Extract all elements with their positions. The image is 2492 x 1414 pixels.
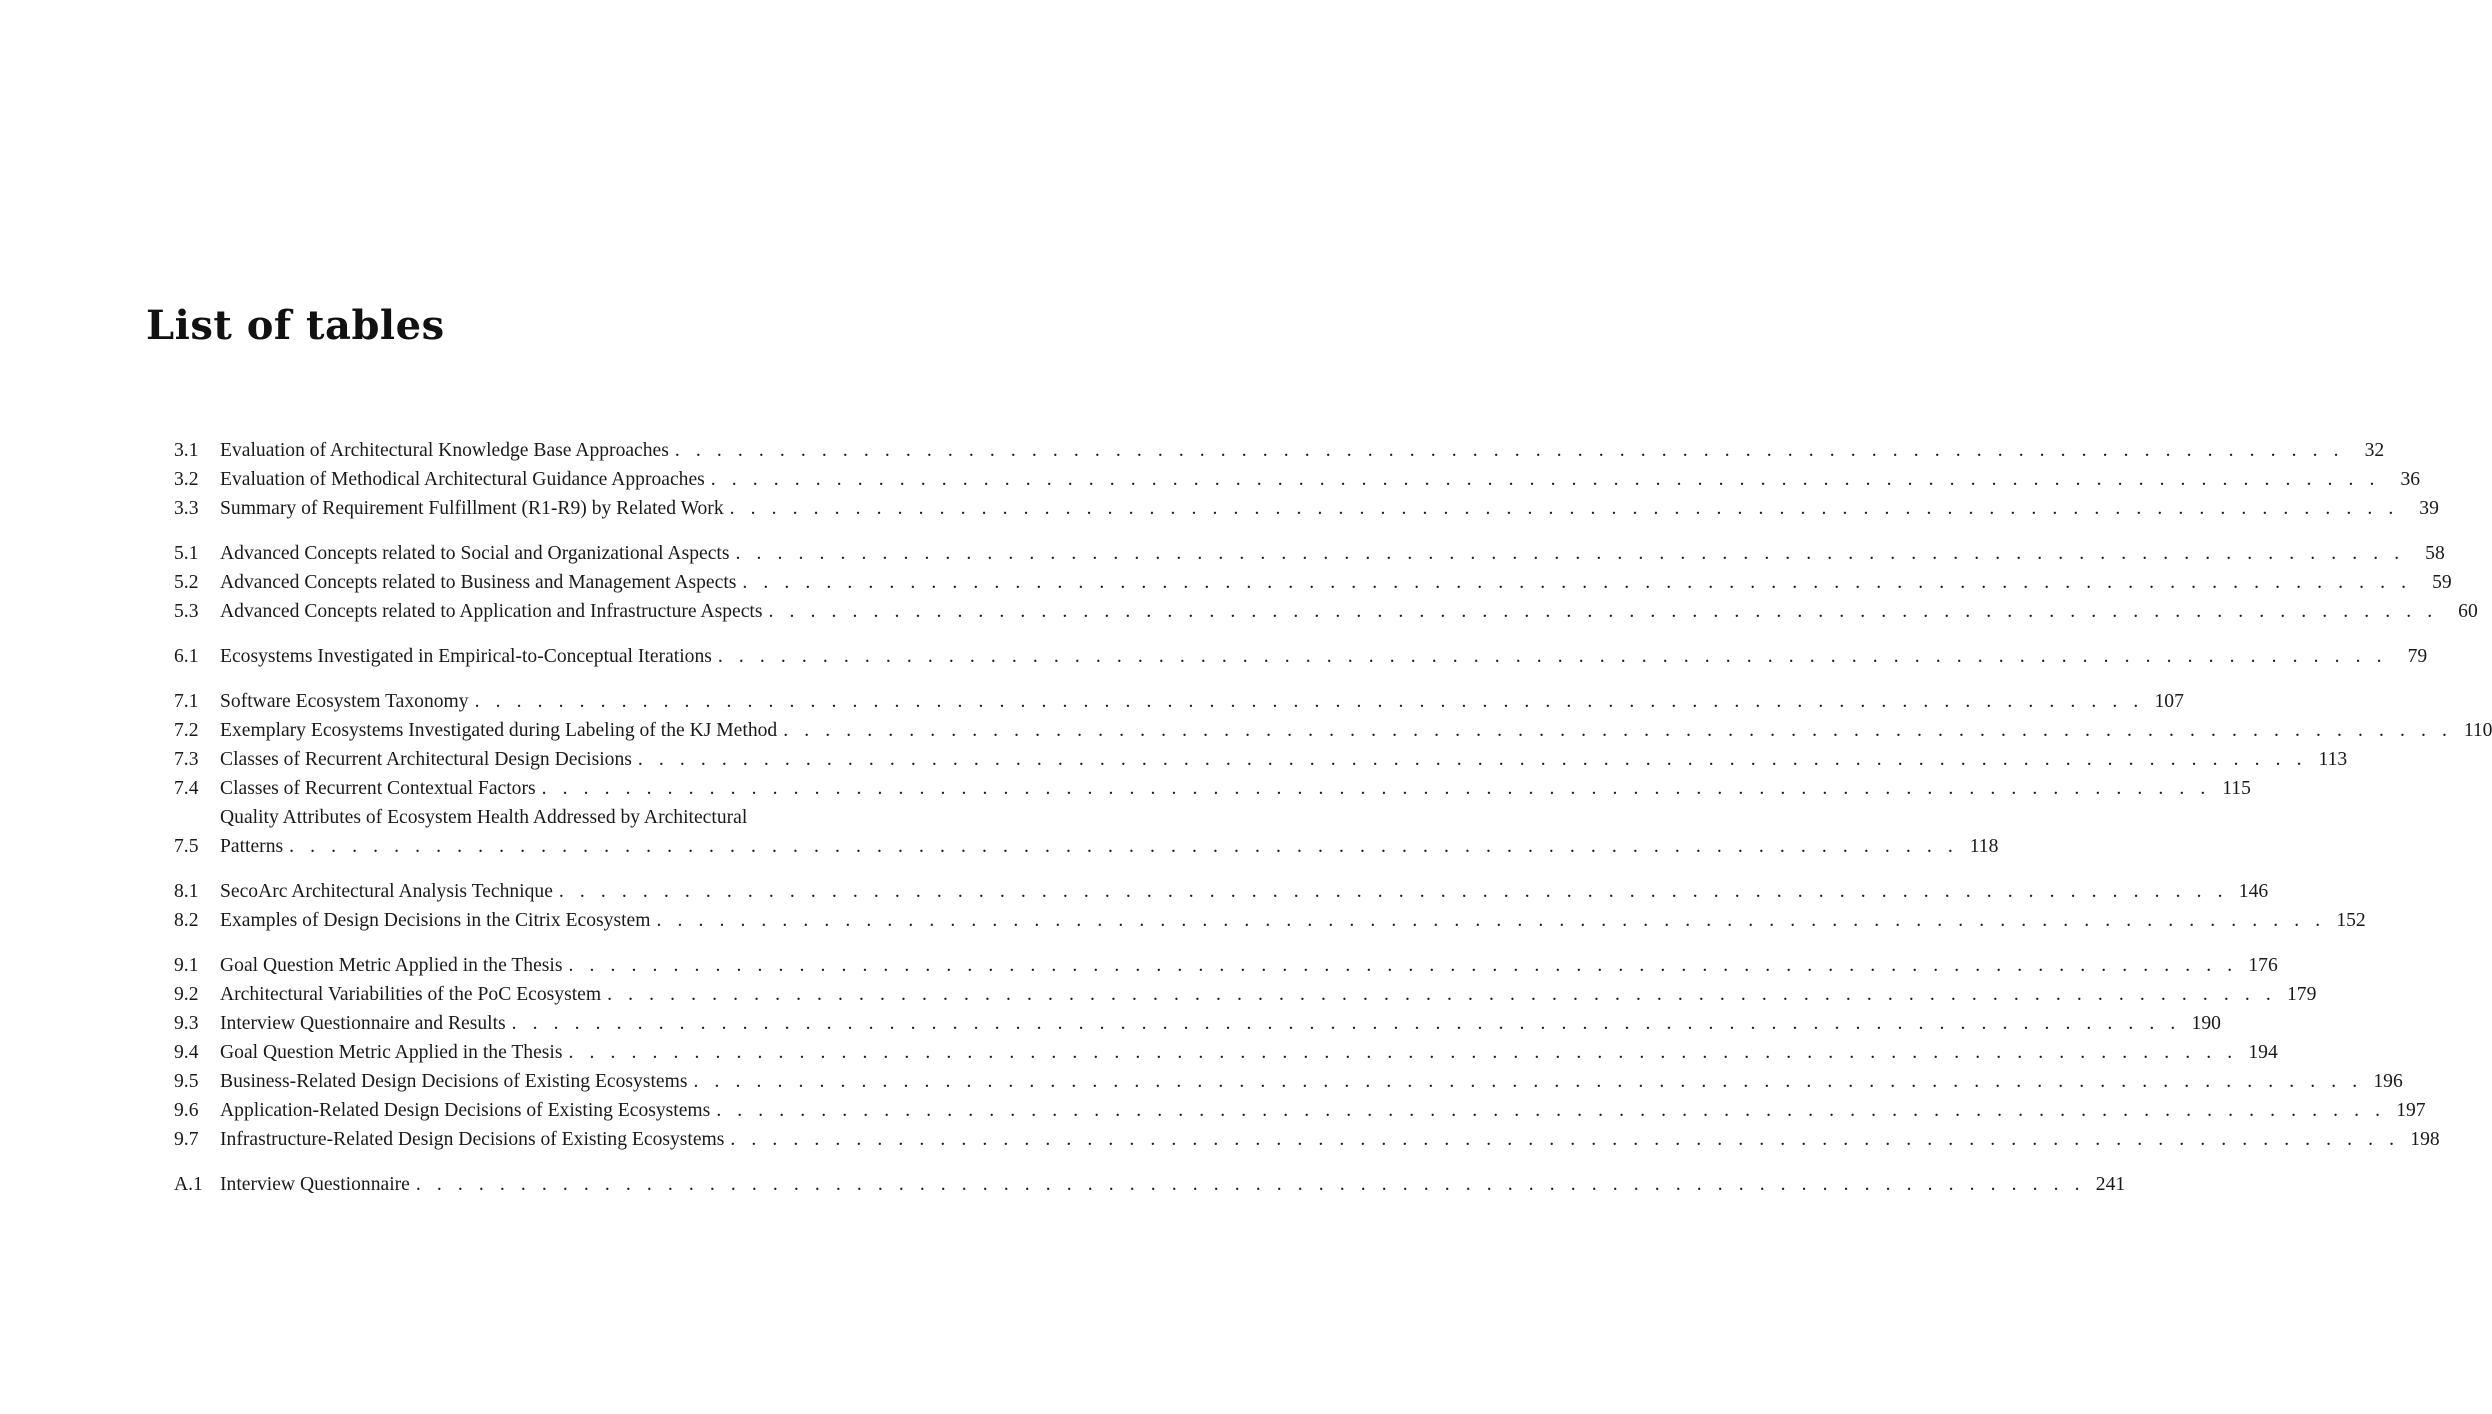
toc-entry[interactable] [174,1038,2278,1067]
entry-number: A.1 [174,1174,203,1195]
toc-entry[interactable] [174,1125,2440,1154]
page-number: 176 [2248,955,2278,976]
dot-leader: . . . . . . . . . . . . . . . . . . . . . . . . . . . . . . . . . . . . . . . . . . . . . . . . . . . . . . . . . . . . . . . . . . . . . . . . . . . . . . . . [710,469,2381,490]
toc-entry[interactable] [174,597,2478,626]
dot-leader: . . . . . . . . . . . . . . . . . . . . . . . . . . . . . . . . . . . . . . . . . . . . . . . . . . . . . . . . . . . . . . . . . . . . . . . . . . . . . . . . [511,1013,2181,1034]
page-number: 179 [2286,984,2317,1005]
toc-group [174,951,2440,1154]
entry-number: 7.1 [174,691,199,712]
toc-entry[interactable] [174,539,2445,568]
dot-leader: . . . . . . . . . . . . . . . . . . . . . . . . . . . . . . . . . . . . . . . . . . . . . . . . . . . . . . . . . . . . . . . . . . . . . . . . . . . . . . . . [729,498,2399,519]
toc-entry[interactable] [174,687,2184,716]
page-number: 115 [2222,778,2251,799]
toc-entry[interactable] [174,803,1999,861]
toc-entry[interactable] [174,568,2452,597]
dot-leader: . . . . . . . . . . . . . . . . . . . . . . . . . . . . . . . . . . . . . . . . . . . . . . . . . . . . . . . . . . . . . . . . . . . . . . . . . . . . . . . . [674,440,2345,461]
toc-entry[interactable] [174,980,2317,1009]
entry-number: 7.4 [174,778,199,799]
toc-entry[interactable] [174,951,2278,980]
toc-entry[interactable] [174,774,2251,803]
entry-number: 7.2 [174,720,199,741]
toc-group [174,877,2366,935]
entry-number: 8.1 [174,881,199,902]
dot-leader: . . . . . . . . . . . . . . . . . . . . . . . . . . . . . . . . . . . . . . . . . . . . . . . . . . . . . . . . . . . . . . . . . . . . . . . . . . . . . . . . [742,572,2412,593]
entry-number: 9.1 [174,955,199,976]
entry-title: Goal Question Metric Applied in the Thesis [220,1042,563,1063]
entry-title-line2: Patterns [220,836,284,857]
entry-number: 9.5 [174,1071,199,1092]
toc-group [174,687,2492,861]
toc-entry[interactable] [174,1096,2426,1125]
dot-leader: . . . . . . . . . . . . . . . . . . . . . . . . . . . . . . . . . . . . . . . . . . . . . . . . . . . . . . . . . . . . . . . . . . . . . . . . . . . . . . . . [474,691,2144,712]
toc-entry[interactable] [174,716,2492,745]
entry-title-line1: Quality Attributes of Ecosystem Health Addressed by Architectural [220,807,748,828]
entry-title: Classes of Recurrent Architectural Design Decisions [220,749,632,770]
entry-title: Summary of Requirement Fulfillment (R1-R9) by Related Work [220,498,724,519]
dot-leader: . . . . . . . . . . . . . . . . . . . . . . . . . . . . . . . . . . . . . . . . . . . . . . . . . . . . . . . . . . . . . . . . . . . . . . . . . . . . . . . . [730,1129,2400,1150]
entry-title: Advanced Concepts related to Social and Organizational Aspects [220,543,730,564]
entry-number: 6.1 [174,646,199,667]
page-title: List of tables [146,302,445,349]
page-number: 197 [2396,1100,2426,1121]
toc-group [174,1170,2126,1199]
page-number: 39 [2419,498,2439,519]
entry-title: Business-Related Design Decisions of Existing Ecosystems [220,1071,688,1092]
entry-title: Goal Question Metric Applied in the Thesis [220,955,563,976]
entry-title: Evaluation of Methodical Architectural Guidance Approaches [220,469,705,490]
entry-number: 3.2 [174,469,199,490]
dot-leader: . . . . . . . . . . . . . . . . . . . . . . . . . . . . . . . . . . . . . . . . . . . . . . . . . . . . . . . . . . . . . . . . . . . . . . . . . . . . . . . . [558,881,2229,902]
entry-title: Evaluation of Architectural Knowledge Base Approaches [220,440,669,461]
entry-title: Advanced Concepts related to Application and Infrastructure Aspects [220,601,763,622]
toc-entry[interactable] [174,1170,2126,1199]
page-number: 113 [2318,749,2348,770]
dot-leader: . . . . . . . . . . . . . . . . . . . . . . . . . . . . . . . . . . . . . . . . . . . . . . . . . . . . . . . . . . . . . . . . . . . . . . . . . . . . . . . . [716,1100,2386,1121]
page-number: 79 [2407,646,2428,667]
toc-group [174,436,2439,523]
dot-leader: . . . . . . . . . . . . . . . . . . . . . . . . . . . . . . . . . . . . . . . . . . . . . . . . . . . . . . . . . . . . . . . . . . . . . . . . . . . . . . . . [568,955,2238,976]
entry-number: 8.2 [174,910,199,931]
entry-number: 3.3 [174,498,199,519]
dot-leader: . . . . . . . . . . . . . . . . . . . . . . . . . . . . . . . . . . . . . . . . . . . . . . . . . . . . . . . . . . . . . . . . . . . . . . . . . . . . . . . . [289,836,1959,857]
entry-number: 9.6 [174,1100,199,1121]
page-number: 36 [2400,469,2421,490]
entry-number: 9.2 [174,984,199,1005]
toc-group [174,539,2478,626]
dot-leader: . . . . . . . . . . . . . . . . . . . . . . . . . . . . . . . . . . . . . . . . . . . . . . . . . . . . . . . . . . . . . . . . . . . . . . . . . . . . . . . . [768,601,2438,622]
entry-title: Classes of Recurrent Contextual Factors [220,778,536,799]
page-number: 241 [2095,1174,2126,1195]
dot-leader: . . . . . . . . . . . . . . . . . . . . . . . . . . . . . . . . . . . . . . . . . . . . . . . . . . . . . . . . . . . . . . . . . . . . . . . . . . . . . . . . [693,1071,2363,1092]
entry-number: 9.4 [174,1042,199,1063]
page-number: 152 [2336,910,2366,931]
entry-title: Advanced Concepts related to Business and Management Aspects [220,572,737,593]
entry-number: 3.1 [174,440,199,461]
page-number: 60 [2458,601,2478,622]
page-number: 190 [2191,1013,2221,1034]
toc-entry[interactable] [174,1067,2403,1096]
dot-leader: . . . . . . . . . . . . . . . . . . . . . . . . . . . . . . . . . . . . . . . . . . . . . . . . . . . . . . . . . . . . . . . . . . . . . . . . . . . . . . . . [415,1174,2086,1195]
toc-entry[interactable] [174,877,2269,906]
dot-leader: . . . . . . . . . . . . . . . . . . . . . . . . . . . . . . . . . . . . . . . . . . . . . . . . . . . . . . . . . . . . . . . . . . . . . . . . . . . . . . . . [541,778,2211,799]
entry-title: Application-Related Design Decisions of Existing Ecosystems [220,1100,711,1121]
entry-title: Examples of Design Decisions in the Citrix Ecosystem [220,910,651,931]
page-number: 198 [2410,1129,2440,1150]
toc-entry[interactable] [174,436,2385,465]
entry-title: Ecosystems Investigated in Empirical-to-Conceptual Iterations [220,646,712,667]
entry-title: Software Ecosystem Taxonomy [220,691,469,712]
dot-leader: . . . . . . . . . . . . . . . . . . . . . . . . . . . . . . . . . . . . . . . . . . . . . . . . . . . . . . . . . . . . . . . . . . . . . . . . . . . . . . . . [735,543,2405,564]
toc-group [174,642,2428,671]
entry-title: SecoArc Architectural Analysis Technique [220,881,553,902]
entry-title: Interview Questionnaire and Results [220,1013,506,1034]
dot-leader: . . . . . . . . . . . . . . . . . . . . . . . . . . . . . . . . . . . . . . . . . . . . . . . . . . . . . . . . . . . . . . . . . . . . . . . . . . . . . . . . [783,720,2453,741]
dot-leader: . . . . . . . . . . . . . . . . . . . . . . . . . . . . . . . . . . . . . . . . . . . . . . . . . . . . . . . . . . . . . . . . . . . . . . . . . . . . . . . . [607,984,2277,1005]
entry-number: 5.3 [174,601,199,622]
entry-title: Architectural Variabilities of the PoC Ecosystem [220,984,602,1005]
dot-leader: . . . . . . . . . . . . . . . . . . . . . . . . . . . . . . . . . . . . . . . . . . . . . . . . . . . . . . . . . . . . . . . . . . . . . . . . . . . . . . . . [637,749,2308,770]
toc-entry[interactable] [174,465,2421,494]
page-number: 196 [2373,1071,2403,1092]
entry-number: 5.2 [174,572,199,593]
page-number: 118 [1969,836,1999,857]
page-number: 107 [2154,691,2184,712]
page-number: 146 [2238,881,2269,902]
page-number: 194 [2248,1042,2278,1063]
entry-number: 7.3 [174,749,199,770]
page-number: 32 [2364,440,2385,461]
table-of-contents [174,436,2492,1215]
toc-entry[interactable] [174,1009,2221,1038]
dot-leader: . . . . . . . . . . . . . . . . . . . . . . . . . . . . . . . . . . . . . . . . . . . . . . . . . . . . . . . . . . . . . . . . . . . . . . . . . . . . . . . . [568,1042,2238,1063]
toc-entry[interactable] [174,642,2428,671]
dot-leader: . . . . . . . . . . . . . . . . . . . . . . . . . . . . . . . . . . . . . . . . . . . . . . . . . . . . . . . . . . . . . . . . . . . . . . . . . . . . . . . . [656,910,2326,931]
page-number: 59 [2432,572,2452,593]
entry-title: Infrastructure-Related Design Decisions of Existing Ecosystems [220,1129,725,1150]
toc-entry[interactable] [174,745,2348,774]
toc-entry[interactable] [174,906,2366,935]
entry-title: Exemplary Ecosystems Investigated during Labeling of the KJ Method [220,720,778,741]
page-number: 110 [2463,720,2492,741]
entry-number: 9.7 [174,1129,199,1150]
dot-leader: . . . . . . . . . . . . . . . . . . . . . . . . . . . . . . . . . . . . . . . . . . . . . . . . . . . . . . . . . . . . . . . . . . . . . . . . . . . . . . . . [717,646,2388,667]
entry-number: 5.1 [174,543,199,564]
entry-title: Interview Questionnaire [220,1174,410,1195]
toc-entry[interactable] [174,494,2439,523]
entry-number: 7.5 [174,836,199,857]
page-number: 58 [2425,543,2445,564]
entry-number: 9.3 [174,1013,199,1034]
